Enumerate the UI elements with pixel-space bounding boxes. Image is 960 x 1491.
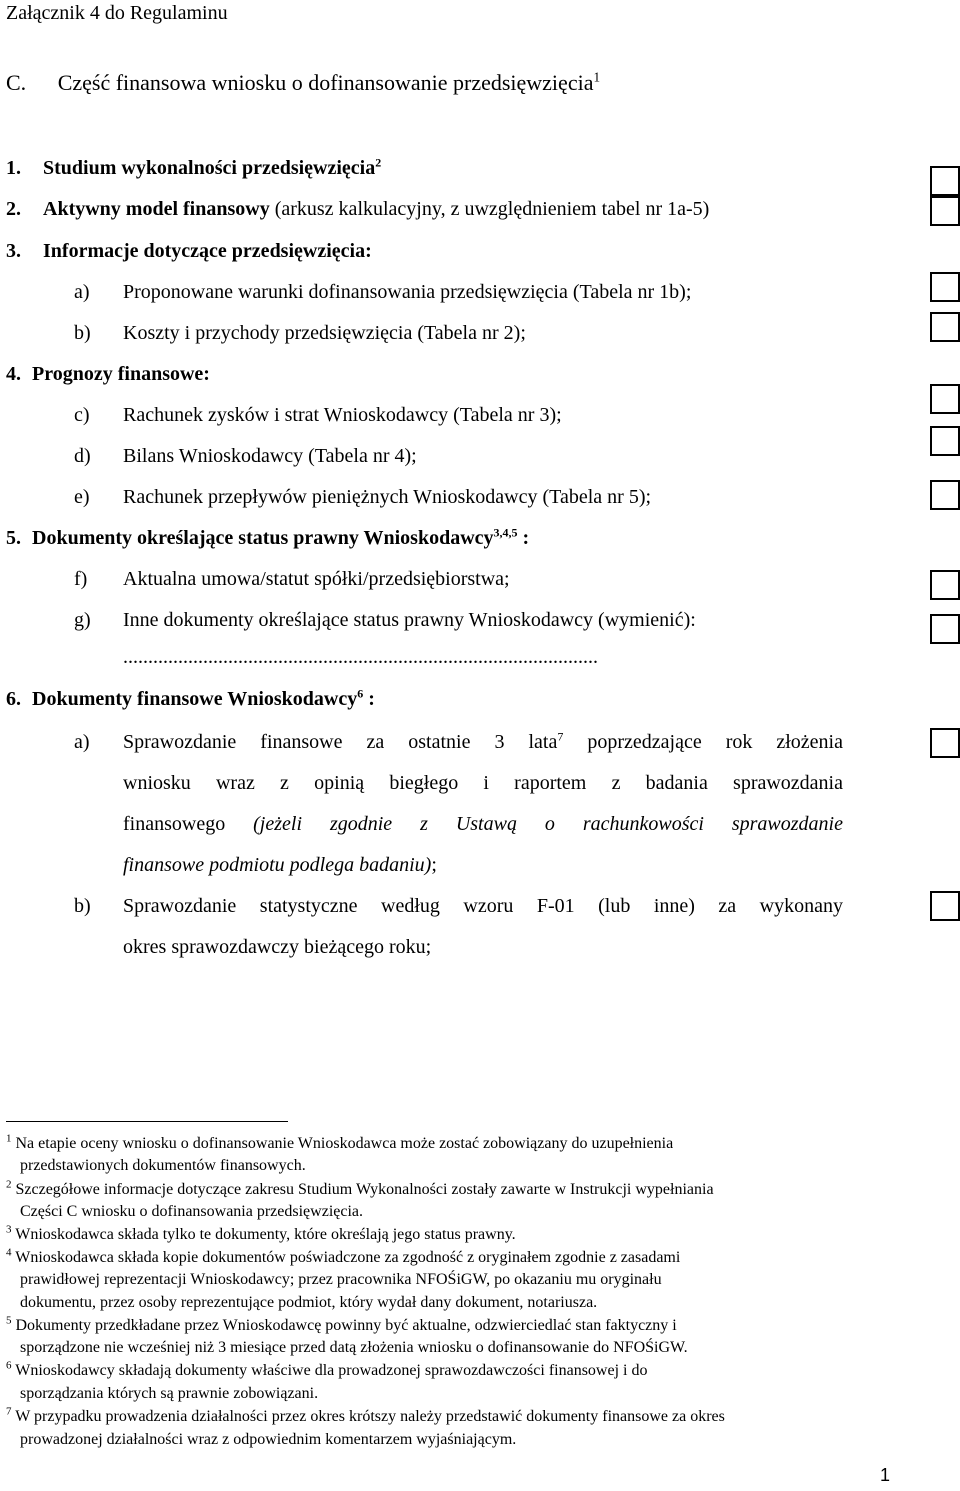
item-6-text: Dokumenty finansowe Wnioskodawcy xyxy=(32,688,358,710)
item-6a-line-1: Sprawozdanie finansowe za ostatnie 3 lata$^7$ poprzedzające rok złożenia xyxy=(123,729,843,753)
footnote-4-line-2: prawidłowej reprezentacji Wnioskodawcy; przez pracownika NFOŚiGW, po okazaniu mu oryginału xyxy=(20,1271,662,1288)
footnote-separator xyxy=(6,1121,288,1122)
item-2-number: 2. xyxy=(6,198,21,220)
item-5f-label: f) xyxy=(74,568,88,590)
item-4-text: Prognozy finansowe: xyxy=(32,363,210,385)
checkbox-item-2[interactable] xyxy=(930,196,960,226)
checkbox-item-1[interactable] xyxy=(930,166,960,196)
item-5g-text: Inne dokumenty określające status prawny Wnioskodawcy (wymienić): xyxy=(123,609,696,631)
footnote-6: $^6$ Wnioskodawcy składają dokumenty właściwe dla prowadzonej sprawozdawczości finansowej i do xyxy=(6,1359,648,1379)
item-4d-label: d) xyxy=(74,445,91,467)
item-5-text: Dokumenty określające status prawny Wnioskodawcy xyxy=(32,527,494,549)
checkbox-item-5f[interactable] xyxy=(930,570,960,600)
checkbox-item-4e[interactable] xyxy=(930,480,960,510)
item-4d-text: Bilans Wnioskodawcy (Tabela nr 4); xyxy=(123,445,417,467)
item-6a-footnote-ref: 7 xyxy=(557,729,564,744)
item-3-text: Informacje dotyczące przedsięwzięcia: xyxy=(43,240,372,262)
footnote-2-line-2: Części C wniosku o dofinansowania przedsięwzięcia. xyxy=(20,1203,364,1220)
footnote-2: $^2$ Szczegółowe informacje dotyczące zakresu Studium Wykonalności zostały zawarte w Instrukcji wypełniania xyxy=(6,1178,714,1198)
item-1-text: Studium wykonalności przedsięwzięcia xyxy=(43,157,376,179)
item-6a-line-2: wniosku wraz z opinią biegłego i raportem z badania sprawozdania xyxy=(123,772,843,794)
checkbox-item-4d[interactable] xyxy=(930,426,960,456)
checkbox-item-5g[interactable] xyxy=(930,614,960,644)
item-6 xyxy=(6,688,375,711)
item-4e-label: e) xyxy=(74,486,90,508)
item-2-text: (arkusz kalkulacyjny, z uwzględnieniem tabel nr 1a-5) xyxy=(269,198,710,220)
section-footnote-ref: 1 xyxy=(593,69,601,85)
item-5g-label: g) xyxy=(74,609,91,631)
checkbox-item-4c[interactable] xyxy=(930,384,960,414)
item-3a-text: Proponowane warunki dofinansowania przedsięwzięcia (Tabela nr 1b); xyxy=(123,281,692,303)
section-letter: C. xyxy=(6,70,27,95)
item-1-number: 1. xyxy=(6,157,21,179)
item-6-number: 6. xyxy=(6,688,21,710)
item-5 xyxy=(6,527,529,550)
page-number: 1 xyxy=(880,1465,891,1485)
item-6a-label: a) xyxy=(74,731,90,753)
item-3 xyxy=(6,240,372,263)
footnote-5-line-2: sporządzone nie wcześniej niż 3 miesiące przed datą złożenia wniosku o dofinansowanie do NFOŚiGW. xyxy=(20,1339,688,1356)
footnote-6-line-2: sporządzania których są prawnie zobowiązani. xyxy=(20,1385,319,1402)
footnote-4-line-3: dokumentu, przez osoby reprezentujące podmiot, który wydał dany dokument, notariusza. xyxy=(20,1294,598,1311)
checkbox-item-6a[interactable] xyxy=(930,728,960,758)
item-4e-text: Rachunek przepływów pieniężnych Wnioskodawcy (Tabela nr 5); xyxy=(123,486,652,508)
item-6-colon: : xyxy=(363,688,375,710)
section-heading xyxy=(6,70,600,96)
item-4c-text: Rachunek zysków i strat Wnioskodawcy (Tabela nr 3); xyxy=(123,404,562,426)
item-6b-line-1: Sprawozdanie statystyczne według wzoru F-01 (lub inne) za wykonany xyxy=(123,895,843,917)
item-1 xyxy=(6,157,381,180)
item-2 xyxy=(6,198,709,221)
section-title: Część finansowa wniosku o dofinansowanie przedsięwzięcia xyxy=(57,70,594,95)
item-5-footnote-ref: 3,4,5 xyxy=(493,525,518,540)
item-4 xyxy=(6,363,210,386)
footnote-5: $^5$ Dokumenty przedkładane przez Wnioskodawcę powinny być aktualne, odzwierciedlać stan faktyczny i xyxy=(6,1314,677,1334)
item-5g-dots: ............................................................................................... xyxy=(123,646,598,668)
checkbox-item-3a[interactable] xyxy=(930,272,960,302)
item-3b-text: Koszty i przychody przedsięwzięcia (Tabela nr 2); xyxy=(123,322,526,344)
item-3-number: 3. xyxy=(6,240,21,262)
checkbox-item-3b[interactable] xyxy=(930,312,960,342)
footnote-1: $^1$ Na etapie oceny wniosku o dofinansowanie Wnioskodawca może zostać zobowiązany do uzupełnienia xyxy=(6,1132,674,1152)
item-1-footnote-ref: 2 xyxy=(375,155,382,170)
item-6b-line-2: okres sprawozdawczy bieżącego roku; xyxy=(123,936,432,958)
item-5f-text: Aktualna umowa/statut spółki/przedsiębiorstwa; xyxy=(123,568,510,590)
item-3a-label: a) xyxy=(74,281,90,303)
footnote-4: $^4$ Wnioskodawca składa kopie dokumentów poświadczone za zgodność z oryginałem zgodnie z zasadami xyxy=(6,1246,681,1266)
footnote-7: $^7$ W przypadku prowadzenia działalności przez okres krótszy należy przedstawić dokumenty finansowe za okres xyxy=(6,1405,725,1425)
footnote-7-line-2: prowadzonej działalności wraz z odpowiednim komentarzem wyjaśniającym. xyxy=(20,1431,517,1448)
footnote-1-line-2: przedstawionych dokumentów finansowych. xyxy=(20,1157,306,1174)
item-4-number: 4. xyxy=(6,363,21,385)
annex-label: Załącznik 4 do Regulaminu xyxy=(6,2,228,24)
item-6a-line-3: finansowego (jeżeli zgodnie z Ustawą o rachunkowości sprawozdanie xyxy=(123,813,843,835)
footnote-3: $^3$ Wnioskodawca składa tylko te dokumenty, które określają jego status prawny. xyxy=(6,1223,516,1243)
checkbox-item-6b[interactable] xyxy=(930,891,960,921)
item-6-footnote-ref: 6 xyxy=(357,686,364,701)
item-5-number: 5. xyxy=(6,527,21,549)
item-6b-label: b) xyxy=(74,895,91,917)
item-2-title: Aktywny model finansowy xyxy=(43,198,270,220)
item-4c-label: c) xyxy=(74,404,90,426)
item-6a-line-4: finansowe podmiotu podlega badaniu); xyxy=(123,854,437,876)
item-3b-label: b) xyxy=(74,322,91,344)
item-5-colon: : xyxy=(517,527,530,549)
